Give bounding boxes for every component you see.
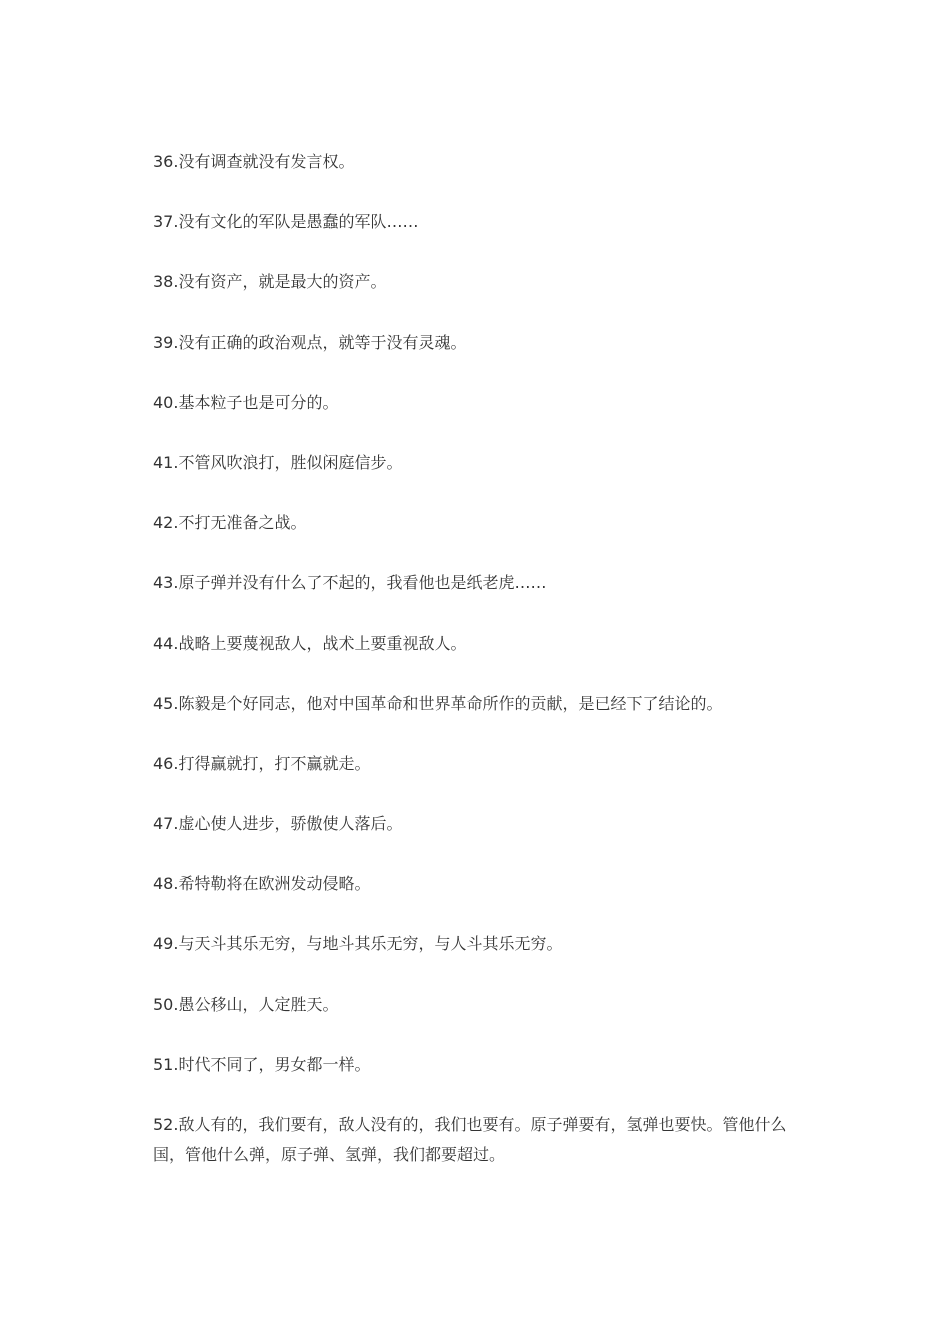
quote-43: 43.原子弹并没有什么了不起的，我看他也是纸老虎…… xyxy=(153,573,547,593)
quote-37: 37.没有文化的军队是愚蠢的军队…… xyxy=(153,212,419,232)
quote-52: 52.敌人有的，我们要有，敌人没有的，我们也要有。原子弹要有，氢弹也要快。管他什么国，管他什么弹，原子弹、氢弹，我们都要超过。 xyxy=(153,1115,787,1164)
quote-48: 48.希特勒将在欧洲发动侵略。 xyxy=(153,874,371,894)
quote-42: 42.不打无准备之战。 xyxy=(153,513,307,533)
quote-40: 40.基本粒子也是可分的。 xyxy=(153,392,339,412)
quote-41: 41.不管风吹浪打，胜似闲庭信步。 xyxy=(153,452,403,472)
quote-46: 46.打得赢就打，打不赢就走。 xyxy=(153,753,371,773)
quote-45: 45.陈毅是个好同志，他对中国革命和世界革命所作的贡献，是已经下了结论的。 xyxy=(153,693,723,713)
quote-36: 36.没有调查就没有发言权。 xyxy=(153,152,355,171)
quote-50: 50.愚公移山，人定胜天。 xyxy=(153,994,339,1014)
quote-39: 39.没有正确的政治观点，就等于没有灵魂。 xyxy=(153,332,467,352)
quote-44: 44.战略上要蔑视敌人，战术上要重视敌人。 xyxy=(153,633,467,653)
quote-list xyxy=(153,147,803,1200)
quote-49: 49.与天斗其乐无穷，与地斗其乐无穷，与人斗其乐无穷。 xyxy=(153,934,563,954)
quote-38: 38.没有资产，就是最大的资产。 xyxy=(153,272,387,292)
quote-47: 47.虚心使人进步，骄傲使人落后。 xyxy=(153,814,403,834)
quote-51: 51.时代不同了，男女都一样。 xyxy=(153,1054,371,1074)
